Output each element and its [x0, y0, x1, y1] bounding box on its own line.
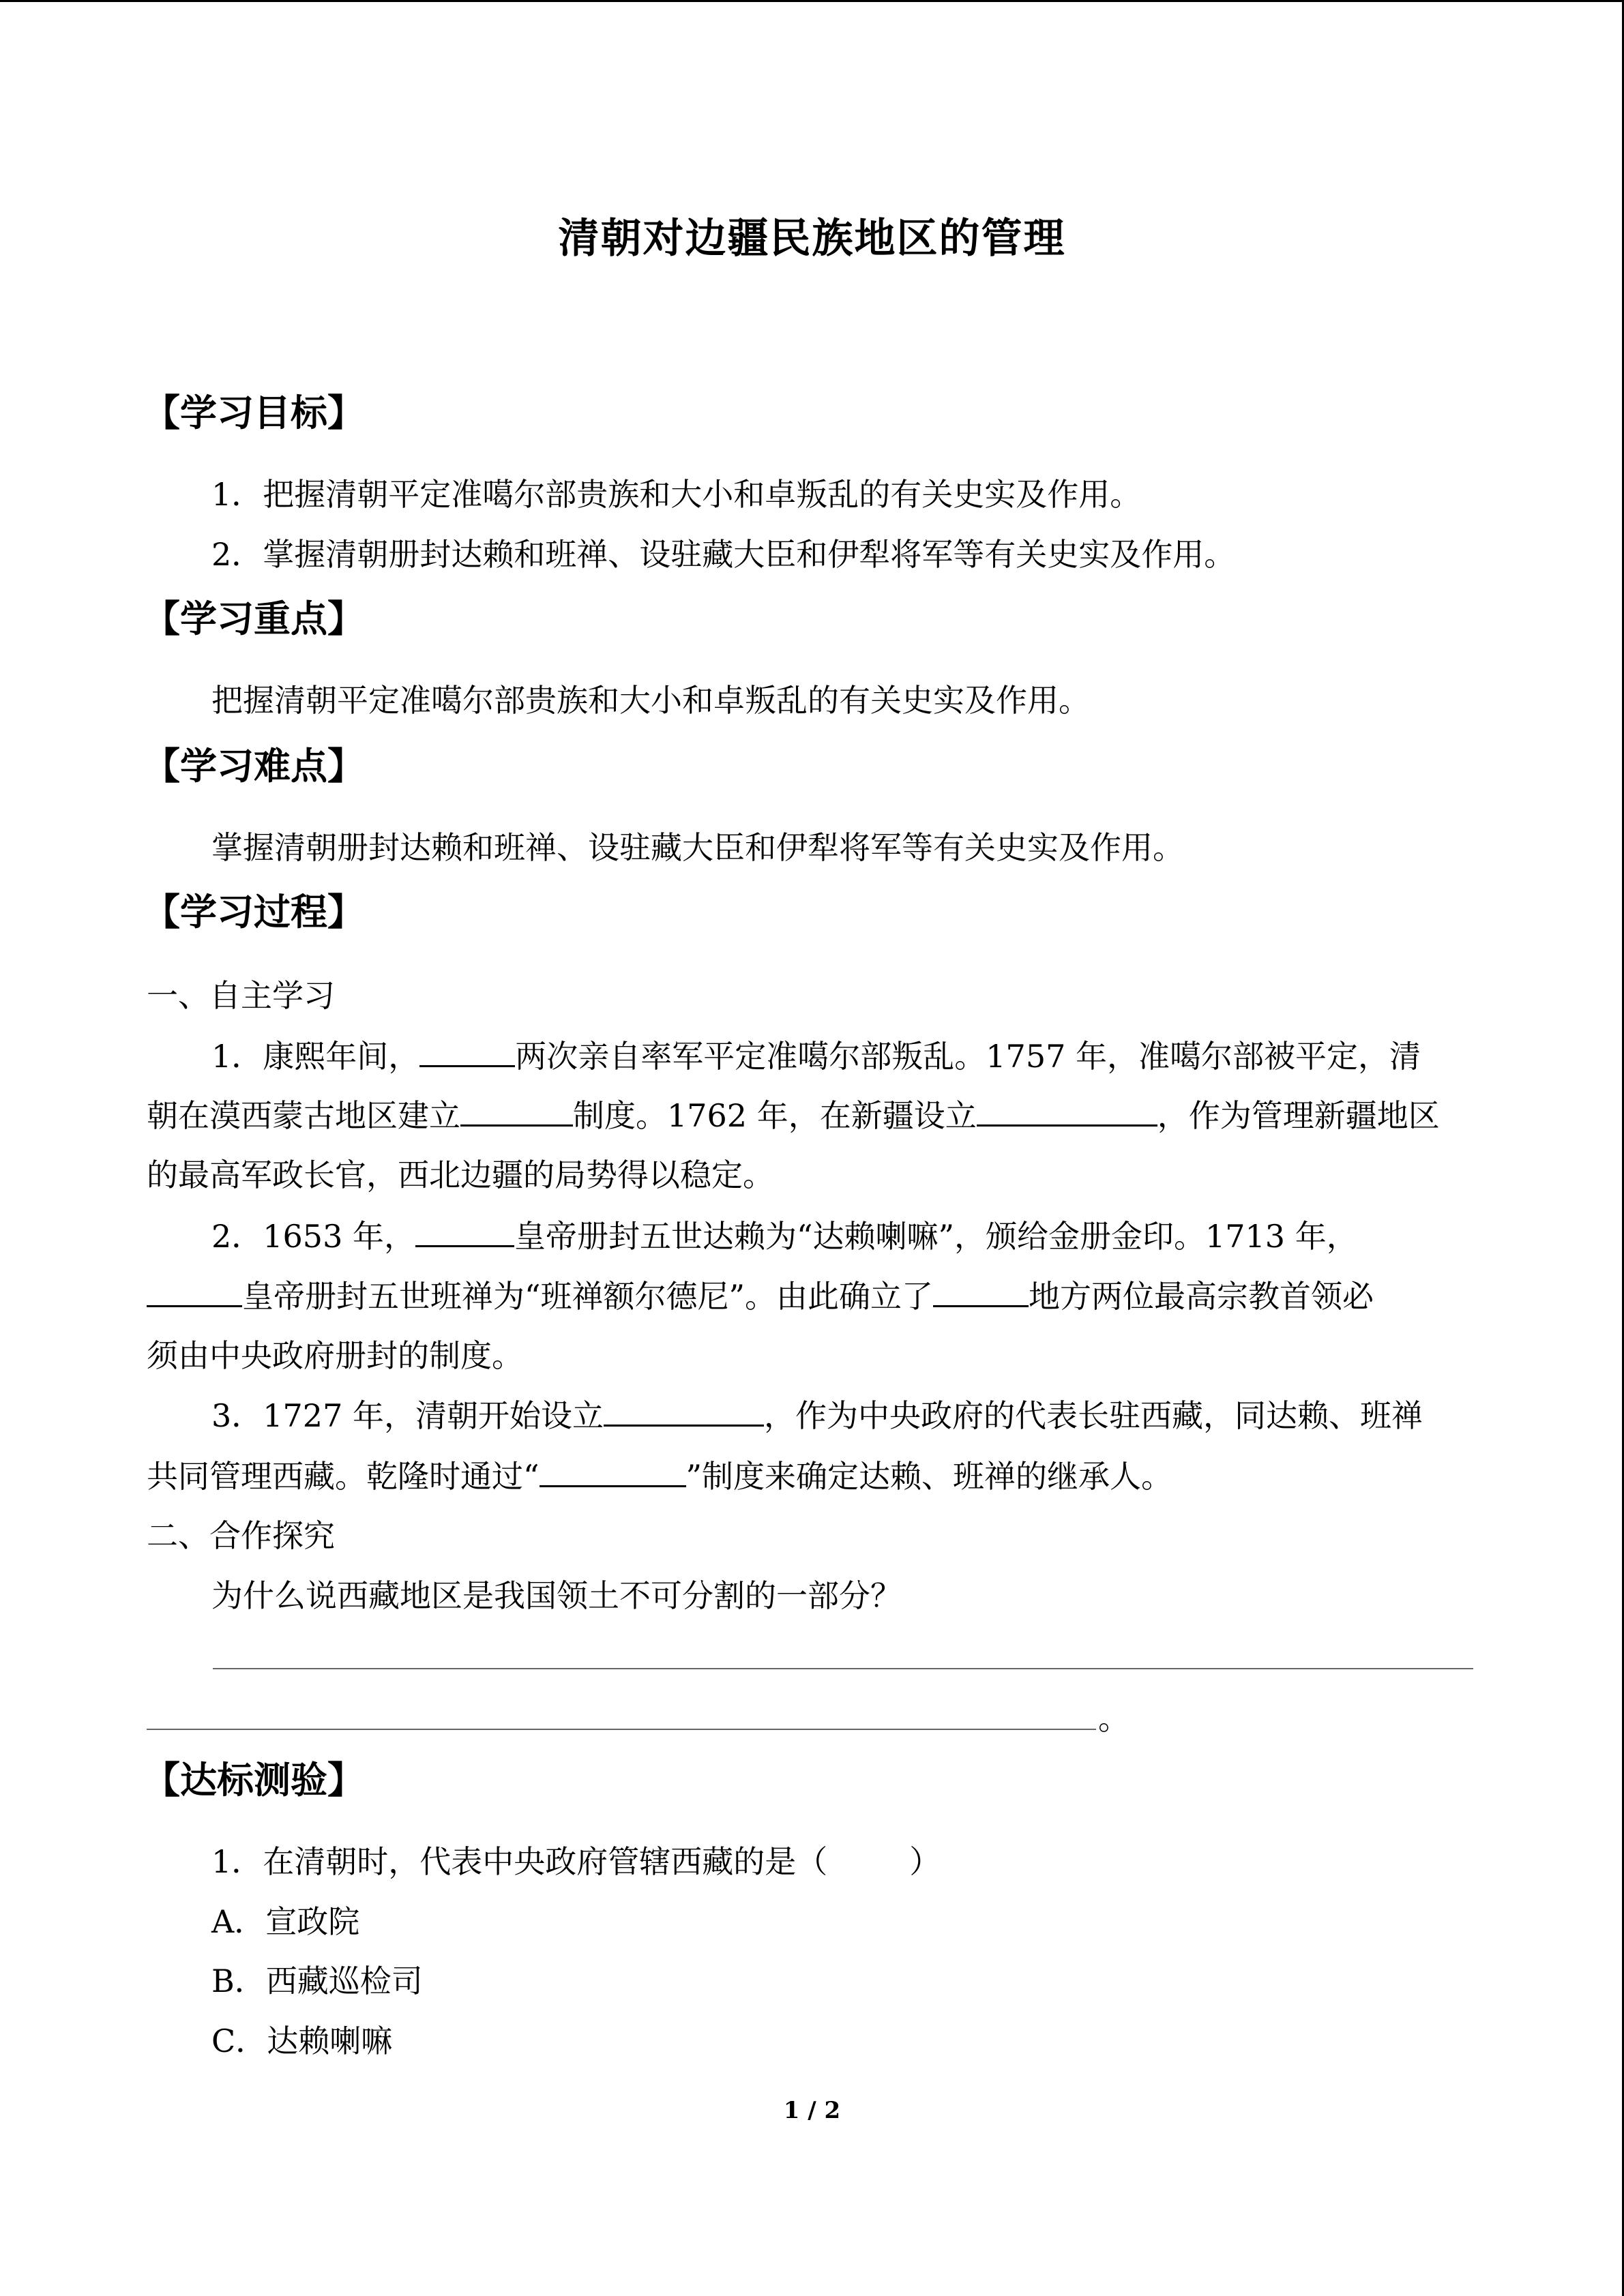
section-heading-key-points: 【学习重点】 [143, 597, 364, 640]
q1-line-2 [147, 1094, 1440, 1136]
q1-text-b: 两次亲自率军平定准噶尔部叛乱。1757 年，准噶尔部被平定，清 [515, 1038, 1421, 1075]
q3-text-b: ，作为中央政府的代表长驻西藏，同达赖、班禅 [763, 1397, 1423, 1434]
part2-label: 二、合作探究 [147, 1517, 335, 1554]
answer-line-1 [213, 1668, 1473, 1669]
fill-blank [460, 1094, 573, 1127]
part1-label: 一、自主学习 [147, 977, 335, 1014]
answer-end-mark: 。 [1098, 1700, 1130, 1737]
q1-text-e: ，作为管理新疆地区 [1157, 1097, 1440, 1134]
test-q1-option-a: A．宣政院 [211, 1903, 360, 1940]
difficulties-text: 掌握清朝册封达赖和班禅、设驻藏大臣和伊犁将军等有关史实及作用。 [211, 829, 1184, 866]
q2-line-1 [211, 1215, 1358, 1257]
q2-line-3: 须由中央政府册封的制度。 [147, 1337, 523, 1374]
q3-text-a: 3．1727 年，清朝开始设立 [211, 1397, 604, 1434]
fill-blank [415, 1215, 514, 1247]
fill-blank [147, 1275, 242, 1307]
test-q1-stem-b: ） [909, 1843, 941, 1880]
q2-text-c: 皇帝册封五世班禅为“班禅额尔德尼”。由此确立了 [242, 1278, 934, 1315]
answer-line-2 [147, 1729, 1096, 1730]
test-q1-stem [211, 1841, 941, 1882]
fill-blank [540, 1455, 686, 1487]
q1-line-1 [211, 1035, 1421, 1077]
q1-text-c: 朝在漠西蒙古地区建立 [147, 1097, 460, 1134]
test-q1-stem-a: 1．在清朝时，代表中央政府管辖西藏的是（ [211, 1843, 828, 1880]
fill-blank [933, 1275, 1029, 1307]
q2-text-b: 皇帝册封五世达赖为“达赖喇嘛”，颁给金册金印。1713 年， [514, 1218, 1358, 1255]
q1-line-3: 的最高军政长官，西北边疆的局势得以稳定。 [147, 1157, 774, 1193]
objective-item-1: 1．把握清朝平定准噶尔部贵族和大小和卓叛乱的有关史实及作用。 [211, 476, 1142, 513]
q3-line-2 [147, 1455, 1172, 1497]
objective-item-2: 2．掌握清朝册封达赖和班禅、设驻藏大臣和伊犁将军等有关史实及作用。 [211, 536, 1236, 573]
q3-text-c: 共同管理西藏。乾隆时通过“ [147, 1458, 540, 1495]
q3-text-d: ”制度来确定达赖、班禅的继承人。 [685, 1458, 1173, 1495]
section-heading-test: 【达标测验】 [143, 1758, 364, 1802]
q2-line-2 [147, 1275, 1374, 1317]
key-points-text: 把握清朝平定准噶尔部贵族和大小和卓叛乱的有关史实及作用。 [211, 682, 1090, 719]
section-heading-objectives: 【学习目标】 [143, 391, 364, 434]
fill-blank [419, 1035, 515, 1067]
q1-text-d: 制度。1762 年，在新疆设立 [573, 1097, 977, 1134]
q1-text-a: 1．康熙年间， [211, 1038, 420, 1075]
fill-blank [604, 1395, 764, 1427]
test-q1-option-c: C．达赖喇嘛 [211, 2023, 393, 2059]
part2-question: 为什么说西藏地区是我国领土不可分割的一部分？ [211, 1577, 902, 1614]
q3-line-1 [211, 1395, 1423, 1436]
section-heading-difficulties: 【学习难点】 [143, 744, 364, 788]
q2-text-a: 2．1653 年， [211, 1218, 415, 1255]
page-number: 1 / 2 [783, 2097, 841, 2124]
fill-blank [977, 1094, 1157, 1127]
section-heading-process: 【学习过程】 [143, 890, 364, 934]
test-q1-option-b: B．西藏巡检司 [211, 1963, 423, 1999]
page-title: 清朝对边疆民族地区的管理 [558, 215, 1066, 263]
q2-text-d: 地方两位最高宗教首领必 [1029, 1278, 1374, 1315]
